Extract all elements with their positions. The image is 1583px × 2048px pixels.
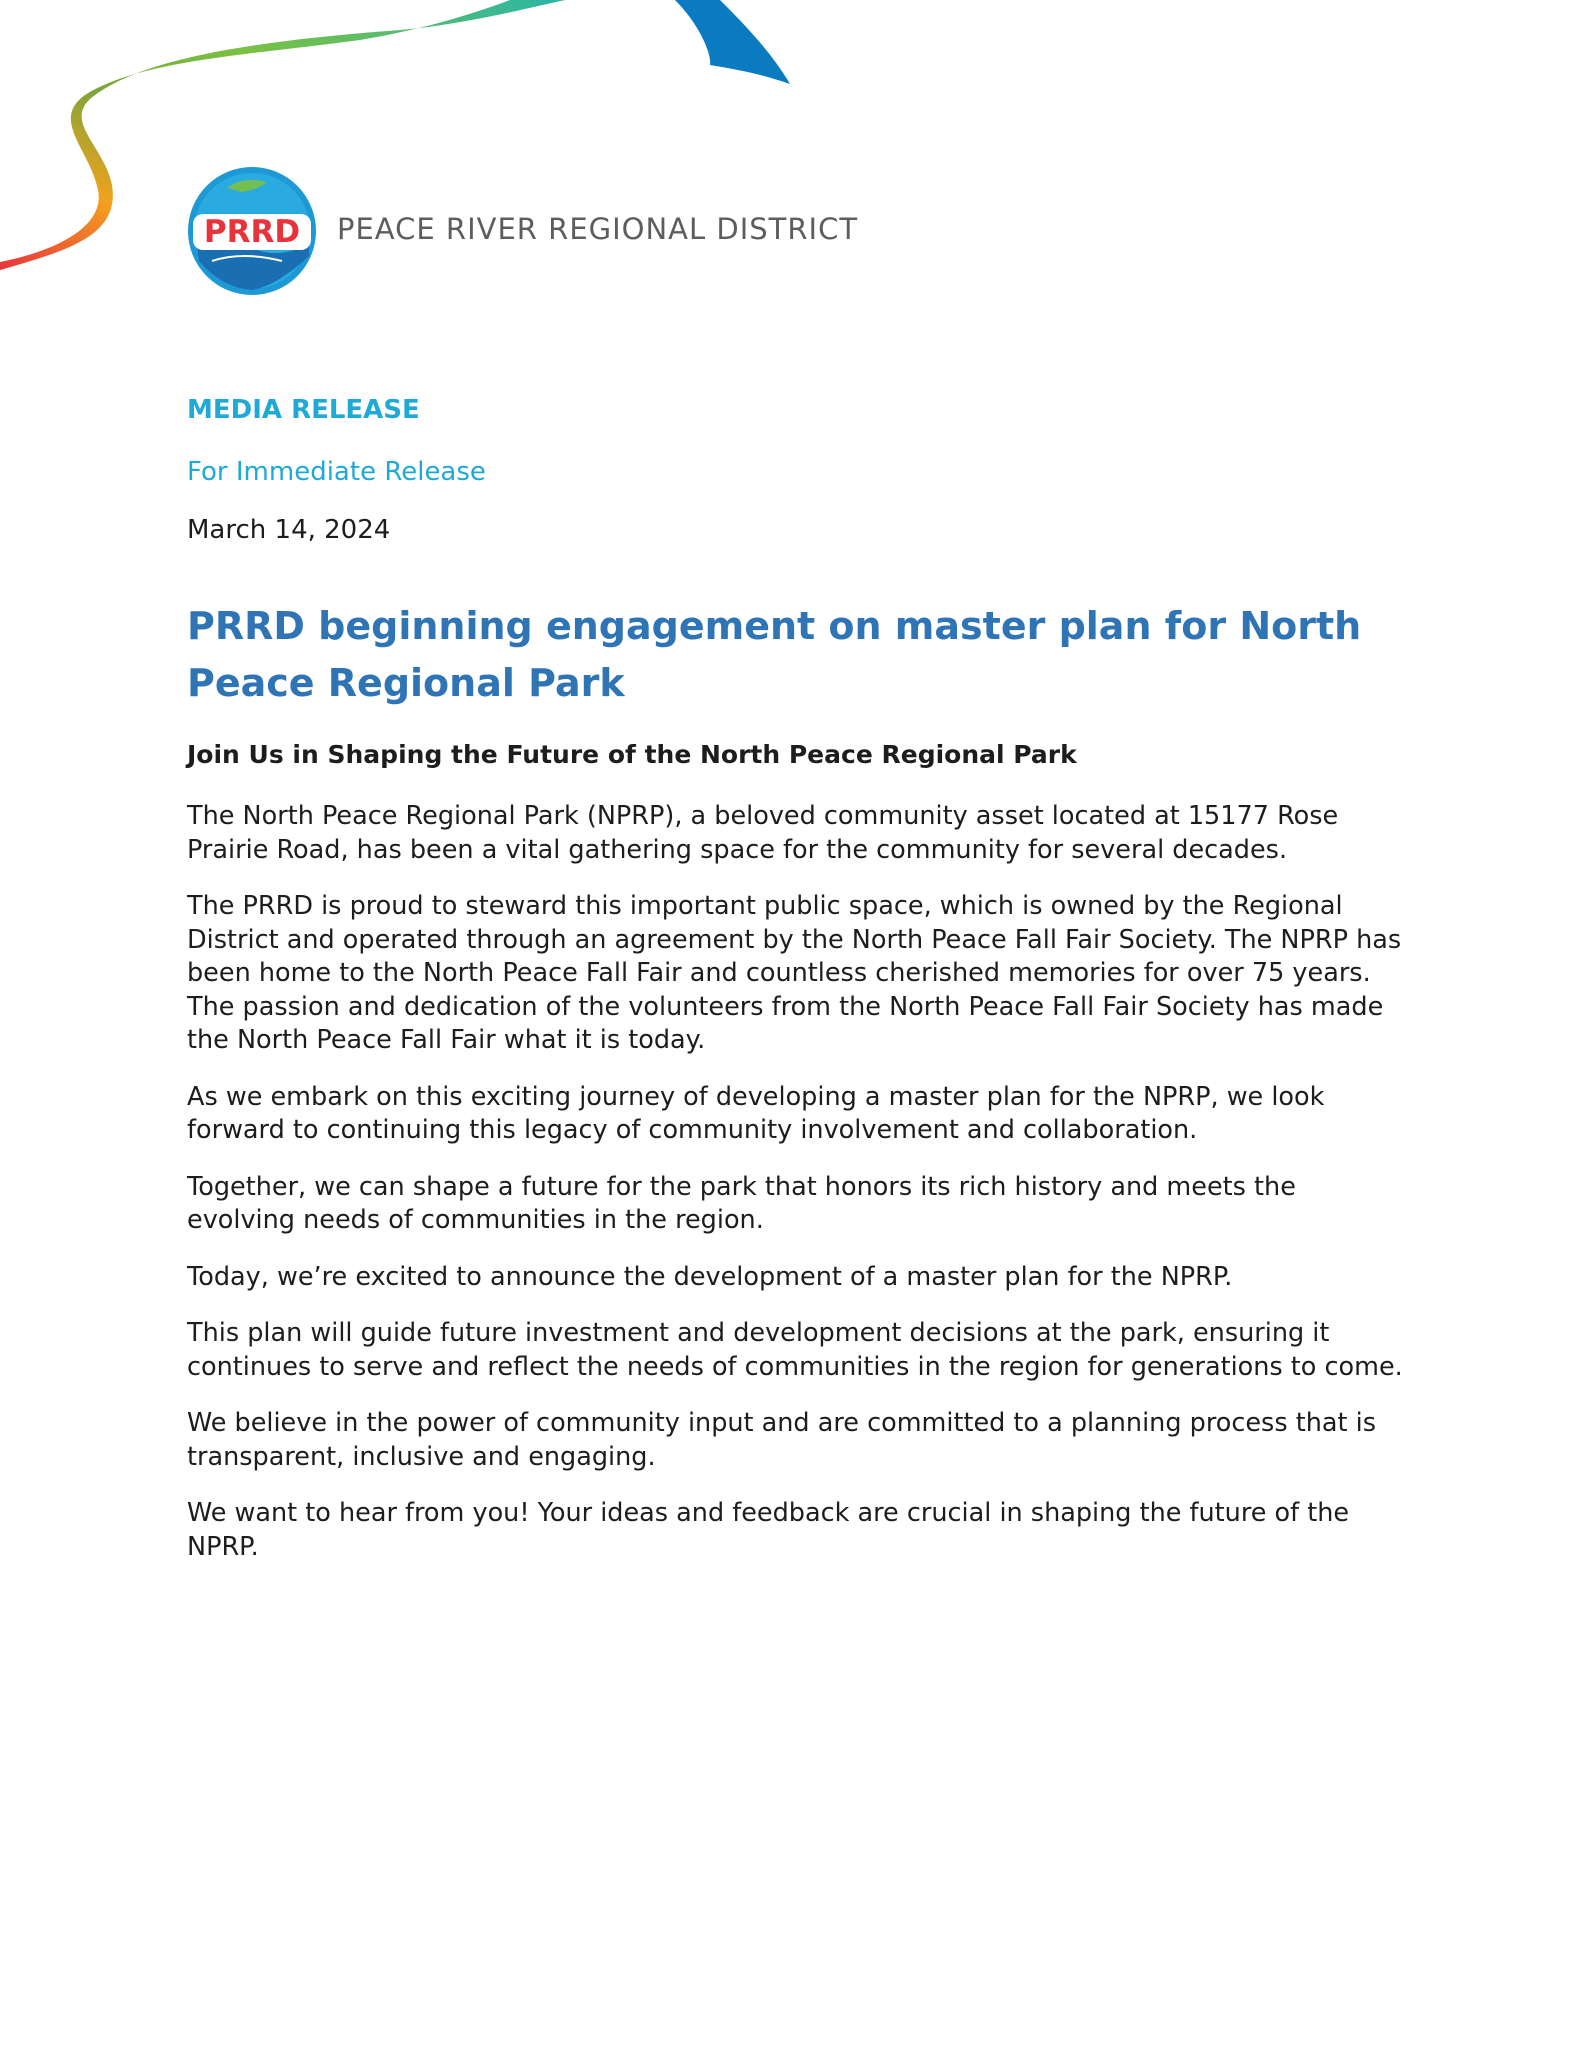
paragraph: This plan will guide future investment and development decisions at the park, ensuring it continues to serve and reflect the needs of communities in the region for generations to come.: [187, 1318, 1403, 1382]
logo-text: PRRD: [203, 214, 301, 250]
paragraph: We believe in the power of community input and are committed to a planning process that is transparent, inclusive and engaging.: [187, 1408, 1376, 1472]
release-content: [187, 392, 1407, 1587]
paragraph: Today, we’re excited to announce the development of a master plan for the NPRP.: [187, 1261, 1233, 1292]
paragraph: The PRRD is proud to steward this important public space, which is owned by the Regional District and operated through an agreement by the North Peace Fall Fair Society. The NPRP has been home to the North Peace Fall Fair and countless cherished memories for over 75 years. The passion and dedication of the volunteers from the North Peace Fall Fair Society has made the North Peace Fall Fair what it is today.: [187, 891, 1402, 1055]
paragraph: The North Peace Regional Park (NPRP), a beloved community asset located at 15177 Rose Prairie Road, has been a vital gathering space for the community for several decades.: [187, 801, 1339, 865]
headline: PRRD beginning engagement on master plan for North Peace Regional Park: [187, 604, 1362, 705]
release-date: March 14, 2024: [187, 515, 391, 545]
subheadline: Join Us in Shaping the Future of the North Peace Regional Park: [187, 740, 1077, 769]
prrd-logo: [187, 166, 317, 296]
media-release-label: MEDIA RELEASE: [187, 395, 420, 425]
organization-name: PEACE RIVER REGIONAL DISTRICT: [337, 212, 859, 246]
paragraph: Together, we can shape a future for the park that honors its rich history and meets the evolving needs of communities in the region.: [187, 1171, 1296, 1235]
paragraph: As we embark on this exciting journey of developing a master plan for the NPRP, we look forward to continuing this legacy of community involvement and collaboration.: [187, 1081, 1325, 1145]
release-timing: For Immediate Release: [187, 457, 486, 487]
paragraph: We want to hear from you! Your ideas and feedback are crucial in shaping the future of the NPRP.: [187, 1498, 1350, 1562]
blue-ribbon: [675, 0, 790, 84]
